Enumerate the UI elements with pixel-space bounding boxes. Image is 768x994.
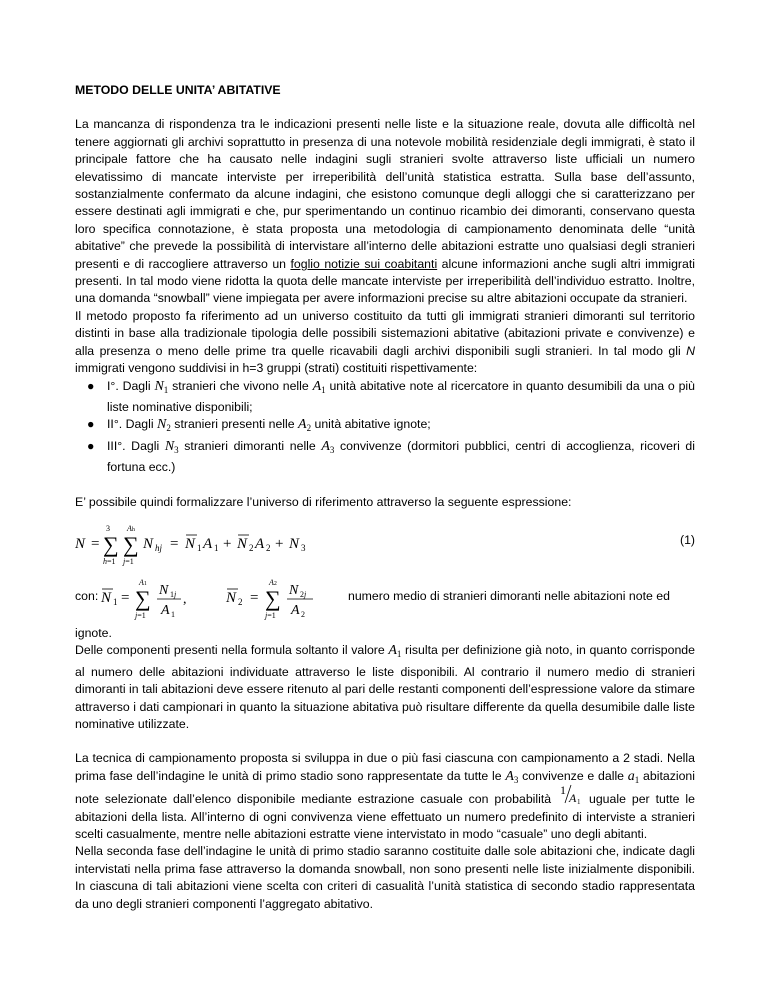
svg-text:1: 1 <box>197 542 202 553</box>
svg-text:N: N <box>289 535 300 552</box>
svg-text:3: 3 <box>106 523 110 533</box>
variable-N: N <box>686 343 695 358</box>
list-item <box>75 416 695 437</box>
math-variable <box>165 439 179 454</box>
list-item-text: stranieri presenti nelle <box>170 417 299 432</box>
equation-number: (1) <box>679 532 695 547</box>
underlined-term: foglio notizie sui coabitanti <box>290 256 438 271</box>
svg-text:h=1: h=1 <box>103 556 116 566</box>
paragraph-intro-text: La mancanza di rispondenza tra le indicazioni presenti nelle liste e la situazione reale, dovuta alle difficoltà nel tenere aggiornati gli archivi soprattutto in presenza di una notevole mobilità residenziale degli immigrati, è stato il principale fattore che ha causato nelle indagini sugli stranieri svolte attraverso liste ufficiali un numero elevatissimo di mancate interviste per irreperibilità dell’unità statistica estratta. Sulla base dell’assunto, sostanzialmente confermato da alcune indagini, che esistono comunque degli alloggi che si caratterizzano per essere destinati agli immigrati e che, pur sperimentando un continuo ricambio dei dimoranti, conservano questa loro specifica connotazione, è stata proposta una metodologia di campionamento denominata delle “unità abitative” che prevede la possibilità di intervistare all’interno delle abitazioni estratte uno qualsiasi degli stranieri presenti e di raccogliere attraverso un <box>75 117 695 271</box>
subscript: 1 <box>634 774 640 785</box>
formula-means <box>75 573 345 625</box>
var: A <box>312 378 322 394</box>
svg-text:A: A <box>161 602 170 618</box>
svg-text:=: = <box>250 589 259 606</box>
paragraph-method-text-end: immigrati vengono suddivisi in h=3 gruppi (strati) costituiti rispettivamente: <box>75 361 478 376</box>
svg-text:∑: ∑ <box>103 531 119 557</box>
formula-universe <box>75 511 375 573</box>
var: a <box>627 768 635 784</box>
bullet-icon: ● <box>87 378 95 393</box>
svg-text:1: 1 <box>560 783 567 798</box>
svg-text:=: = <box>91 535 100 552</box>
paragraph-intro <box>75 116 695 307</box>
list-item-text: II°. Dagli <box>107 417 158 432</box>
svg-text:1: 1 <box>171 609 175 619</box>
svg-text:A2: A2 <box>269 577 277 587</box>
svg-text:N: N <box>101 589 112 606</box>
list-item <box>75 378 695 417</box>
var: A <box>298 417 307 433</box>
svg-text:1: 1 <box>577 798 581 806</box>
paragraph-intro-text-end: alcune informazioni anche sugli altri immigrati presenti. In tal modo viene ridotta la quota delle mancate interviste per irreperibilità dell’individuo estratto. Inoltre, una domanda “snowball” viene impiegata per avere informazioni precise su altre abitazioni occupate da stranieri. <box>75 256 696 306</box>
paragraph-formula-intro: E’ possibile quindi formalizzare l’universo di riferimento attraverso la seguente espressione: <box>75 494 572 509</box>
math-variable <box>313 379 326 394</box>
svg-text:,: , <box>183 591 187 607</box>
probability-fraction <box>557 783 583 807</box>
section-title: METODO DELLE UNITA’ ABITATIVE <box>75 83 281 97</box>
math-variable <box>154 379 168 394</box>
svg-text:2: 2 <box>249 542 254 553</box>
svg-text:∑: ∑ <box>265 585 281 611</box>
math-variable <box>628 769 640 784</box>
svg-text:2: 2 <box>301 609 305 619</box>
svg-text:A: A <box>255 535 265 552</box>
list-item-text: stranieri che vivono nelle <box>168 378 313 393</box>
subscript: 3 <box>329 444 335 455</box>
subscript: 3 <box>174 444 179 455</box>
paragraph-text: La tecnica di campionamento proposta si sviluppa in due o più fasi ciascuna con campionamento a 2 stadi. Nella prima fase dell’indagine le unità di primo stadio sono rappresentate da tutte le <box>75 751 695 783</box>
math-variable <box>298 417 311 432</box>
list-item-text: unità abitative note al ricercatore in quanto desumibili da una o più liste nominative disponibili; <box>107 378 696 414</box>
var: N <box>154 378 164 394</box>
paragraph-ignote: ignote. <box>75 625 112 640</box>
svg-text:N: N <box>159 582 169 598</box>
svg-text:+: + <box>223 535 232 552</box>
svg-text:N: N <box>237 535 248 552</box>
svg-text:j=1: j=1 <box>265 610 276 620</box>
paragraph-text: uguale per tutte le abitazioni della lista. All’interno di ogni convivenza viene effettuato un numero predefinito di interviste a stranieri scelti casualmente, mentre nelle abitazioni estratte viene intervistato in modo “casuale” uno degli abitanti. <box>75 792 695 841</box>
var: A <box>388 643 397 659</box>
paragraph-text: abitazioni note selezionate dall’elenco disponibile mediante estrazione casuale con probabilità <box>75 768 695 807</box>
math-variable <box>388 643 401 658</box>
subscript: 1 <box>321 384 326 395</box>
paragraph-text: risulta per definizione già noto, in quanto corrisponde al numero delle abitazioni individuate attraverso le liste disponibili. Al contrario il numero medio di stranieri dimoranti in tali abitazioni deve essere ritenuto al pari delle restanti componenti dell’espressione valore da stimare attraverso i dati campionari in quanto la situazione abitativa può risultare differente da quella desumibile dalle liste nominative utilizzate. <box>75 643 695 731</box>
svg-text:∑: ∑ <box>123 531 139 557</box>
list-item-text: III°. Dagli <box>107 438 165 453</box>
paragraph-method <box>75 308 695 378</box>
list-item <box>75 438 695 477</box>
document-page <box>75 82 695 913</box>
svg-text:2j: 2j <box>300 589 307 599</box>
definitions <box>75 573 695 625</box>
equation-1 <box>75 511 695 573</box>
subscript: 2 <box>166 423 171 434</box>
svg-text:+: + <box>275 535 284 552</box>
svg-text:j=1: j=1 <box>123 556 134 566</box>
subscript: 2 <box>306 423 312 434</box>
math-variable <box>157 417 171 432</box>
subscript: 1 <box>163 384 169 395</box>
bullet-icon: ● <box>87 438 95 453</box>
var: N <box>157 417 167 433</box>
svg-text:2: 2 <box>266 542 271 553</box>
svg-text:A: A <box>291 602 300 618</box>
math-variable <box>505 769 518 784</box>
var: A <box>321 438 330 454</box>
svg-text:2: 2 <box>238 596 243 607</box>
definition-prefix: con: <box>75 588 99 603</box>
paragraph-method-text: Il metodo proposto fa riferimento ad un universo costituito da tutti gli immigrati stranieri dimoranti sul territorio distinti in base alla tradizionale tipologia delle possibili sistemazioni abitative (abitazioni private e convivenze) e alla presenza o meno delle prime tra quelle ricavabili dagli archivi disponibili sugli stranieri. In tal modo gli <box>75 308 695 358</box>
bullet-icon: ● <box>87 417 95 432</box>
svg-text:N: N <box>226 589 237 606</box>
svg-text:A: A <box>203 535 213 552</box>
svg-text:Ah: Ah <box>127 523 135 533</box>
list-item-text: unità abitative ignote; <box>311 417 431 432</box>
list-item-text: I°. Dagli <box>107 378 155 393</box>
svg-text:N: N <box>185 535 196 552</box>
var: N <box>164 438 175 454</box>
paragraph-text: convivenze e dalle <box>518 768 628 783</box>
paragraph-components <box>75 642 695 733</box>
strata-list <box>75 378 695 477</box>
svg-text:1j: 1j <box>170 589 177 599</box>
var: A <box>505 768 514 784</box>
paragraph-sampling <box>75 750 695 843</box>
svg-text:N: N <box>143 535 154 552</box>
svg-text:A: A <box>569 791 577 806</box>
svg-text:1: 1 <box>113 596 118 607</box>
svg-text:N: N <box>289 582 299 598</box>
svg-text:=: = <box>121 589 130 606</box>
math-variable <box>321 439 334 454</box>
paragraph-second-phase: Nella seconda fase dell’indagine le unità di primo stadio saranno costituite dalle sole abitazioni che, indicate dagli intervistati nella prima fase attraverso la domanda snowball, non sono presenti nelle liste inizialmente disponibili. In ciascuna di tali abitazioni viene scelta con criteri di casualità l’unità statistica di secondo stadio rappresentata da uno degli stranieri componenti l’aggregato abitativo. <box>75 844 695 911</box>
svg-text:1: 1 <box>214 542 219 553</box>
list-item-text: stranieri dimoranti nelle <box>178 438 322 453</box>
svg-text:3: 3 <box>301 542 306 553</box>
svg-text:N: N <box>75 535 86 552</box>
svg-text:=: = <box>170 535 179 552</box>
list-item-text: convivenze (dormitori pubblici, centri di accoglienza, ricoveri di fortuna ecc.) <box>107 438 695 475</box>
paragraph-text: Delle componenti presenti nella formula soltanto il valore <box>75 643 389 658</box>
subscript: 1 <box>396 649 402 660</box>
subscript: 3 <box>513 774 519 785</box>
svg-text:∑: ∑ <box>135 585 151 611</box>
svg-text:A1: A1 <box>139 577 147 587</box>
svg-text:hj: hj <box>155 542 163 553</box>
definition-text: numero medio di stranieri dimoranti nelle abitazioni note ed <box>348 588 670 603</box>
svg-text:j=1: j=1 <box>135 610 146 620</box>
